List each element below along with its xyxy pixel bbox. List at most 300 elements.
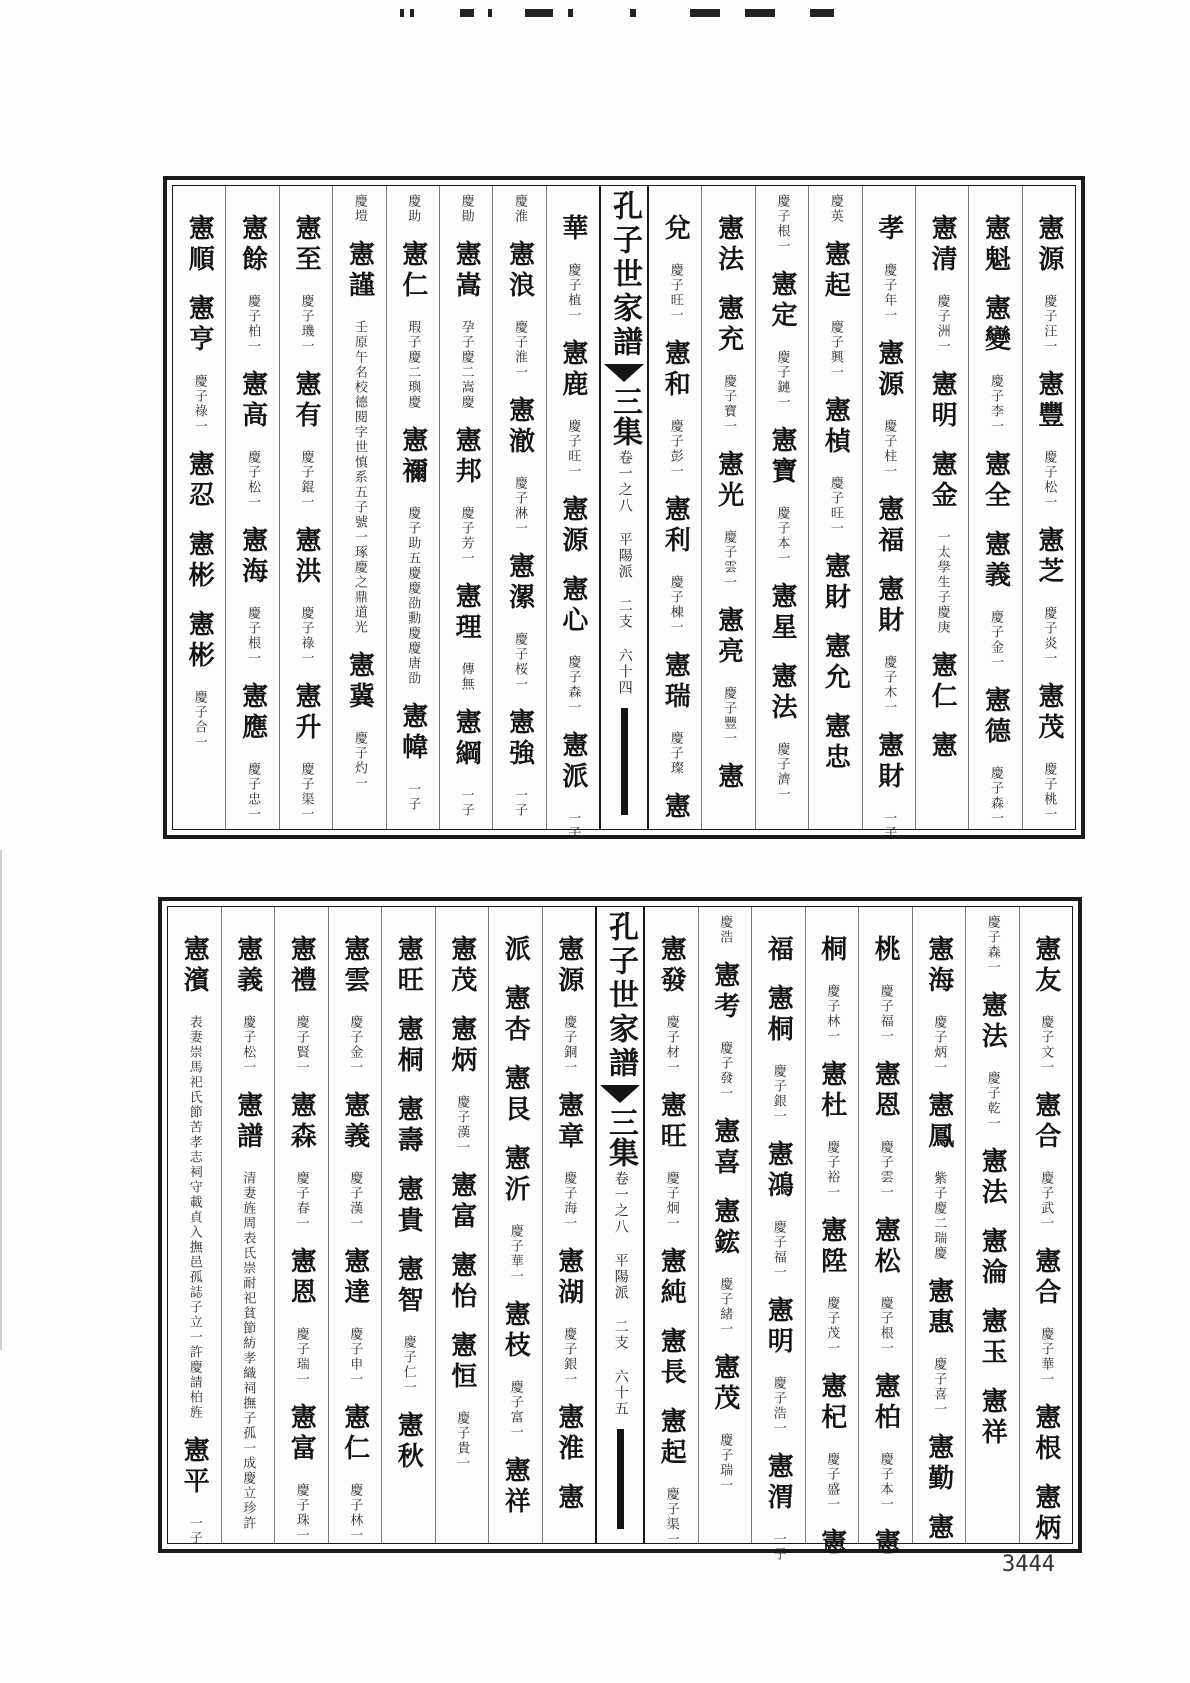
lineage-note: 慶子茂一 xyxy=(824,1296,840,1356)
lineage-note: 慶子金一 xyxy=(347,1015,363,1075)
lineage-note: 慶子灼一 xyxy=(351,731,367,791)
person-name: 憲恒 xyxy=(446,1331,477,1393)
lineage-note: 慶子寶一 xyxy=(721,374,737,434)
record-column xyxy=(439,186,492,829)
person-name: 憲合 xyxy=(1030,1091,1061,1153)
page-spine xyxy=(595,907,645,1543)
lineage-note: 慶子渠一 xyxy=(663,1487,679,1547)
lineage-note: 慶子珠一 xyxy=(293,1483,309,1543)
person-name: 憲至 xyxy=(290,214,321,276)
person-name: 憲和 xyxy=(660,339,691,401)
person-name: 憲炳 xyxy=(1030,1483,1061,1545)
person-name: 憲源 xyxy=(553,935,584,997)
person-name: 憲長 xyxy=(656,1327,687,1389)
person-name: 憲淮 xyxy=(553,1403,584,1465)
person-name: 憲源 xyxy=(557,495,588,557)
lineage-note: 慶子申一 xyxy=(347,1327,363,1387)
lineage-note: 慶子助五慶慶劭勳慶慶唐劭 xyxy=(405,506,421,686)
person-name: 憲財 xyxy=(873,731,904,793)
lineage-note: 慶子本一 xyxy=(877,1452,893,1512)
spine-bar xyxy=(621,708,628,815)
lineage-note: 慶子彭一 xyxy=(667,419,683,479)
lineage-note: 慶子海一 xyxy=(561,1171,577,1231)
person-name: 憲桐 xyxy=(393,1015,424,1077)
record-column xyxy=(168,907,221,1546)
lineage-note: 一子 xyxy=(458,788,474,818)
person-name: 憲玉 xyxy=(977,1307,1008,1369)
lineage-note: 一子 xyxy=(565,811,581,841)
lineage-note: 慶勛 xyxy=(458,194,474,224)
spine-volume: 三集 xyxy=(607,386,642,446)
person-name: 兌 xyxy=(660,214,691,245)
person-name: 憲貴 xyxy=(393,1175,424,1237)
person-name: 憲嵩 xyxy=(451,240,482,302)
person-name: 憲允 xyxy=(820,632,851,694)
lineage-note: 清妻旌周表氏崇耐祀貧節紡孝織祠撫子孤一成慶立珍許 xyxy=(240,1171,256,1531)
lineage-note: 慶子合一 xyxy=(191,690,207,750)
lineage-note: 慶子福一 xyxy=(770,1220,786,1280)
page-number: 3444 xyxy=(1002,1552,1055,1577)
lineage-note: 慶子林一 xyxy=(347,1483,363,1543)
record-column xyxy=(386,186,439,829)
person-name: 憲澈 xyxy=(504,396,535,458)
record-column xyxy=(435,907,489,1543)
lineage-note: 慶子裕一 xyxy=(824,1140,840,1200)
person-name: 憲理 xyxy=(451,582,482,644)
lineage-note: 慶子祿一 xyxy=(191,374,207,434)
lineage-note: 慶子武一 xyxy=(1038,1171,1054,1231)
record-column xyxy=(274,907,328,1543)
person-name: 憲瑞 xyxy=(660,651,691,713)
lineage-note: 慶子棟一 xyxy=(667,575,683,635)
person-name: 憲定 xyxy=(766,270,797,332)
lineage-note: 慶子文一 xyxy=(1038,1015,1054,1075)
record-column xyxy=(645,907,698,1547)
person-name: 憲鳳 xyxy=(923,1091,954,1153)
person-name: 憲義 xyxy=(339,1091,370,1153)
person-name: 憲祥 xyxy=(977,1387,1008,1449)
lineage-note: 慶子洲一 xyxy=(934,294,950,354)
lineage-note: 一子 xyxy=(511,788,527,818)
person-name: 憲楨 xyxy=(820,396,851,458)
lineage-note: 慶子賢一 xyxy=(293,1015,309,1075)
person-name: 憲彬 xyxy=(184,530,215,592)
lineage-note: 慶子木一 xyxy=(881,655,897,715)
record-column xyxy=(915,186,968,829)
lineage-note: 慶子淮一 xyxy=(511,320,527,380)
person-name: 憲茂 xyxy=(709,1353,740,1415)
right-half xyxy=(645,907,1072,1562)
lineage-note: 一子 xyxy=(881,811,897,841)
lineage-note: 慶浩 xyxy=(717,915,733,945)
lineage-note: 慶子渠一 xyxy=(298,762,314,822)
record-column xyxy=(381,907,435,1543)
lineage-note: 一太學生子慶庚 xyxy=(934,530,950,635)
person-name: 憲亨 xyxy=(184,294,215,356)
person-name: 憲明 xyxy=(927,370,958,432)
lineage-note: 慶子金一 xyxy=(987,610,1003,670)
lineage-note: 瑕子慶二璵慶 xyxy=(405,320,421,410)
person-name: 憲富 xyxy=(446,1171,477,1233)
lineage-note: 慶子富一 xyxy=(507,1380,523,1440)
genealogy-page-lower xyxy=(158,897,1082,1562)
person-name: 憲湖 xyxy=(553,1247,584,1309)
lineage-note: 慶子濟一 xyxy=(774,742,790,802)
lineage-note: 慶子旺一 xyxy=(565,419,581,479)
person-name: 憲義 xyxy=(232,935,263,997)
record-column xyxy=(912,907,966,1543)
person-name: 憲枝 xyxy=(500,1300,531,1362)
lineage-note: 慶子璣一 xyxy=(298,294,314,354)
person-name: 憲勤 xyxy=(923,1433,954,1495)
person-name: 憲豐 xyxy=(1033,370,1064,432)
record-column xyxy=(546,186,599,841)
person-name: 憲明 xyxy=(763,1296,794,1358)
person-name: 憲喜 xyxy=(709,1117,740,1179)
person-name: 華 xyxy=(557,214,588,245)
record-column xyxy=(1022,186,1075,829)
lineage-note: 慶子貴一 xyxy=(454,1411,470,1471)
person-name: 憲禮 xyxy=(286,935,317,997)
person-name: 憲達 xyxy=(339,1247,370,1309)
person-name: 憲仁 xyxy=(927,651,958,713)
person-name: 憲謹 xyxy=(344,240,375,302)
lineage-note: 慶助 xyxy=(405,194,421,224)
person-name: 憲浪 xyxy=(504,240,535,302)
scan-edge-line xyxy=(0,850,2,1350)
person-name: 憲 xyxy=(713,762,744,793)
lineage-note: 慶子銀一 xyxy=(561,1327,577,1387)
lineage-note: 孕子慶二嵩慶 xyxy=(458,320,474,410)
person-name: 憲邦 xyxy=(451,426,482,488)
person-name: 憲鋐 xyxy=(709,1197,740,1259)
person-name: 憲杏 xyxy=(500,984,531,1046)
lineage-note: 慶子錕一 xyxy=(298,450,314,510)
lineage-note: 慶子發一 xyxy=(717,1041,733,1101)
person-name: 憲芝 xyxy=(1033,526,1064,588)
record-column xyxy=(173,186,225,829)
lineage-note: 表妻崇馬祀氏節苦孝志祠守載貞入撫邑孤誌子立一許慶請柏旌 xyxy=(186,1015,202,1420)
lineage-note: 慶子柏一 xyxy=(245,294,261,354)
record-column xyxy=(221,907,275,1543)
person-name: 憲源 xyxy=(1033,214,1064,276)
lineage-note: 傳無 xyxy=(458,662,474,692)
person-name: 憲洪 xyxy=(290,526,321,588)
person-name: 憲應 xyxy=(237,682,268,744)
person-name: 憲旺 xyxy=(656,1091,687,1153)
lineage-note: 慶子年一 xyxy=(881,263,897,323)
lineage-note: 慶子祿一 xyxy=(298,606,314,666)
person-name: 憲壽 xyxy=(393,1095,424,1157)
record-column xyxy=(862,186,915,841)
lineage-note: 慶子鏈一 xyxy=(774,350,790,410)
person-name: 憲綱 xyxy=(451,708,482,770)
spine-title: 孔子世家譜 xyxy=(607,190,642,360)
person-name: 憲起 xyxy=(656,1407,687,1469)
lineage-note: 慶子雲一 xyxy=(721,530,737,590)
record-column xyxy=(492,186,545,829)
lineage-note: 慶塏 xyxy=(351,194,367,224)
lineage-note: 慶子豐一 xyxy=(721,686,737,746)
person-name: 憲友 xyxy=(1030,935,1061,997)
person-name: 憲富 xyxy=(286,1403,317,1465)
person-name: 憲福 xyxy=(873,495,904,557)
person-name: 憲桐 xyxy=(763,984,794,1046)
page-spine xyxy=(599,186,649,829)
person-name: 孝 xyxy=(873,214,904,245)
lineage-note: 慶子炯一 xyxy=(663,1171,679,1231)
record-column xyxy=(858,907,912,1559)
lineage-note: 慶子本一 xyxy=(774,506,790,566)
record-column xyxy=(328,907,382,1543)
person-name: 憲仁 xyxy=(397,240,428,302)
person-name: 憲順 xyxy=(184,214,215,276)
person-name: 桐 xyxy=(816,935,847,966)
person-name: 憲光 xyxy=(713,450,744,512)
lineage-note: 壬原午名校德閱字世慎系五子號一琢慶之鼎道光 xyxy=(351,320,367,635)
lineage-note: 慶子李一 xyxy=(987,374,1003,434)
person-name: 憲派 xyxy=(557,731,588,793)
lineage-note: 慶英 xyxy=(827,194,843,224)
record-column xyxy=(1019,907,1073,1543)
person-name: 憲章 xyxy=(553,1091,584,1153)
person-name: 憲變 xyxy=(980,294,1011,356)
lineage-note: 慶子炳一 xyxy=(931,1015,947,1075)
person-name: 憲法 xyxy=(713,214,744,276)
record-column xyxy=(965,907,1019,1543)
lineage-note: 慶子華一 xyxy=(507,1224,523,1284)
person-name: 憲智 xyxy=(393,1255,424,1317)
genealogy-page-upper xyxy=(163,176,1085,839)
lineage-note: 慶子淋一 xyxy=(511,476,527,536)
record-column xyxy=(755,186,808,829)
lineage-note: 慶子桜一 xyxy=(511,632,527,692)
person-name: 憲考 xyxy=(709,961,740,1023)
lineage-note: 慶子芳一 xyxy=(458,506,474,566)
person-name: 憲忠 xyxy=(820,712,851,774)
person-name: 憲忍 xyxy=(184,450,215,512)
lineage-note: 慶子喜一 xyxy=(931,1357,947,1417)
person-name: 憲全 xyxy=(980,450,1011,512)
person-name: 憲高 xyxy=(237,370,268,432)
fishtail-ornament xyxy=(600,1085,640,1103)
lineage-note: 慶子璨 xyxy=(667,731,683,776)
lineage-note: 一子 xyxy=(770,1532,786,1562)
person-name: 桃 xyxy=(870,935,901,966)
person-name: 憲財 xyxy=(873,575,904,637)
person-name: 憲譜 xyxy=(232,1091,263,1153)
lineage-note: 慶子忠一 xyxy=(245,762,261,822)
person-name: 憲財 xyxy=(820,552,851,614)
person-name: 憲法 xyxy=(977,991,1008,1053)
lineage-note: 慶子浩一 xyxy=(770,1376,786,1436)
lineage-note: 慶子漢一 xyxy=(347,1171,363,1231)
person-name: 憲恩 xyxy=(870,1060,901,1122)
person-name: 憲清 xyxy=(927,214,958,276)
person-name: 憲法 xyxy=(766,662,797,724)
person-name: 憲 xyxy=(870,1528,901,1559)
person-name: 憲 xyxy=(816,1528,847,1559)
lineage-note: 慶子雲一 xyxy=(877,1140,893,1200)
person-name: 憲沂 xyxy=(500,1144,531,1206)
person-name: 憲德 xyxy=(980,686,1011,748)
lineage-note: 慶子乾一 xyxy=(984,1071,1000,1131)
record-column xyxy=(805,907,859,1559)
right-half xyxy=(649,186,1075,841)
record-column xyxy=(279,186,332,829)
person-name: 憲平 xyxy=(179,1436,210,1498)
person-name: 憲陞 xyxy=(816,1216,847,1278)
person-name: 憲寶 xyxy=(766,426,797,488)
person-name: 憲起 xyxy=(820,240,851,302)
person-name: 憲 xyxy=(660,792,691,823)
person-name: 憲星 xyxy=(766,582,797,644)
lineage-note: 慶子漢一 xyxy=(454,1095,470,1155)
left-half xyxy=(168,907,595,1546)
person-name: 憲 xyxy=(927,731,958,762)
person-name: 憲彬 xyxy=(184,610,215,672)
person-name: 憲禰 xyxy=(397,426,428,488)
lineage-note: 慶子福一 xyxy=(877,984,893,1044)
person-name: 憲魁 xyxy=(980,214,1011,276)
person-name: 憲濱 xyxy=(179,935,210,997)
person-name: 憲純 xyxy=(656,1247,687,1309)
record-column xyxy=(649,186,701,829)
lineage-note: 慶子仁一 xyxy=(400,1335,416,1395)
fishtail-ornament xyxy=(604,364,644,382)
lineage-note: 一子 xyxy=(405,782,421,812)
person-name: 憲心 xyxy=(557,575,588,637)
person-name: 憲海 xyxy=(237,526,268,588)
lineage-note: 慶子桃一 xyxy=(1041,762,1057,822)
lineage-note: 慶子材一 xyxy=(663,1015,679,1075)
person-name: 憲秋 xyxy=(393,1411,424,1473)
person-name: 福 xyxy=(763,935,794,966)
person-name: 憲茂 xyxy=(1033,682,1064,744)
person-name: 憲森 xyxy=(286,1091,317,1153)
lineage-note: 慶子森一 xyxy=(987,766,1003,826)
lineage-note: 慶子森一 xyxy=(984,915,1000,975)
person-name: 憲冀 xyxy=(344,651,375,713)
record-column xyxy=(332,186,385,829)
person-name: 憲艮 xyxy=(500,1064,531,1126)
person-name: 憲亮 xyxy=(713,606,744,668)
lineage-note: 慶子汪一 xyxy=(1041,294,1057,354)
person-name: 憲旺 xyxy=(393,935,424,997)
person-name: 憲法 xyxy=(977,1147,1008,1209)
lineage-note: 慶子根一 xyxy=(877,1296,893,1356)
person-name: 憲鴻 xyxy=(763,1140,794,1202)
left-half xyxy=(173,186,599,841)
record-column xyxy=(968,186,1021,829)
lineage-note: 慶子銀一 xyxy=(770,1064,786,1124)
lineage-note: 慶子華一 xyxy=(1038,1327,1054,1387)
spine-bar xyxy=(617,1429,624,1529)
lineage-note: 慶子森一 xyxy=(565,655,581,715)
spine-info: 卷一之八 平陽派 二支 六十五 xyxy=(612,1171,629,1417)
person-name: 憲炳 xyxy=(446,1015,477,1077)
person-name: 憲升 xyxy=(290,682,321,744)
lineage-note: 慶子松一 xyxy=(1041,450,1057,510)
record-column xyxy=(808,186,861,829)
person-name: 憲 xyxy=(553,1483,584,1514)
lineage-note: 慶子柱一 xyxy=(881,419,897,479)
person-name: 憲餘 xyxy=(237,214,268,276)
person-name: 憲 xyxy=(923,1513,954,1544)
person-name: 憲漯 xyxy=(504,552,535,614)
person-name: 憲祥 xyxy=(500,1456,531,1518)
person-name: 憲茂 xyxy=(446,935,477,997)
person-name: 憲根 xyxy=(1030,1403,1061,1465)
lineage-note: 紫子慶二瑞慶 xyxy=(931,1171,947,1261)
person-name: 憲義 xyxy=(980,530,1011,592)
person-name: 憲松 xyxy=(870,1216,901,1278)
record-column xyxy=(751,907,805,1562)
person-name: 憲充 xyxy=(713,294,744,356)
person-name: 憲渭 xyxy=(763,1452,794,1514)
lineage-note: 慶子松一 xyxy=(245,450,261,510)
lineage-note: 慶子根一 xyxy=(245,606,261,666)
lineage-note: 慶子興一 xyxy=(827,320,843,380)
person-name: 憲鹿 xyxy=(557,339,588,401)
person-name: 憲仁 xyxy=(339,1403,370,1465)
person-name: 憲恩 xyxy=(286,1247,317,1309)
person-name: 派 xyxy=(500,935,531,966)
lineage-note: 慶子林一 xyxy=(824,984,840,1044)
person-name: 憲強 xyxy=(504,708,535,770)
person-name: 憲幃 xyxy=(397,702,428,764)
person-name: 憲杜 xyxy=(816,1060,847,1122)
record-column xyxy=(701,186,754,829)
person-name: 憲杞 xyxy=(816,1372,847,1434)
lineage-note: 慶子植一 xyxy=(565,263,581,323)
lineage-note: 慶子瑞一 xyxy=(717,1433,733,1493)
person-name: 憲利 xyxy=(660,495,691,557)
person-name: 憲怡 xyxy=(446,1251,477,1313)
lineage-note: 慶子緒一 xyxy=(717,1277,733,1337)
person-name: 憲金 xyxy=(927,450,958,512)
person-name: 憲柏 xyxy=(870,1372,901,1434)
record-column xyxy=(225,186,278,829)
person-name: 憲惠 xyxy=(923,1277,954,1339)
lineage-note: 慶子春一 xyxy=(293,1171,309,1231)
person-name: 憲淪 xyxy=(977,1227,1008,1289)
person-name: 憲合 xyxy=(1030,1247,1061,1309)
person-name: 憲有 xyxy=(290,370,321,432)
lineage-note: 一子 xyxy=(186,1516,202,1546)
scan-artifact-marks xyxy=(400,6,940,20)
record-column xyxy=(488,907,542,1543)
lineage-note: 慶子旺一 xyxy=(827,476,843,536)
lineage-note: 慶子炎一 xyxy=(1041,606,1057,666)
lineage-note: 慶子根一 xyxy=(774,194,790,254)
lineage-note: 慶子松一 xyxy=(240,1015,256,1075)
spine-info: 卷一之八 平陽派 二支 六十四 xyxy=(616,450,633,696)
spine-volume: 三集 xyxy=(603,1107,638,1167)
lineage-note: 慶淮 xyxy=(511,194,527,224)
record-column xyxy=(698,907,752,1543)
person-name: 憲雲 xyxy=(339,935,370,997)
lineage-note: 慶子瑞一 xyxy=(293,1327,309,1387)
person-name: 憲源 xyxy=(873,339,904,401)
person-name: 憲發 xyxy=(656,935,687,997)
person-name: 憲海 xyxy=(923,935,954,997)
lineage-note: 慶子盛一 xyxy=(824,1452,840,1512)
spine-title: 孔子世家譜 xyxy=(603,911,638,1081)
record-column xyxy=(542,907,596,1543)
lineage-note: 慶子旺一 xyxy=(667,263,683,323)
lineage-note: 慶子銅一 xyxy=(561,1015,577,1075)
